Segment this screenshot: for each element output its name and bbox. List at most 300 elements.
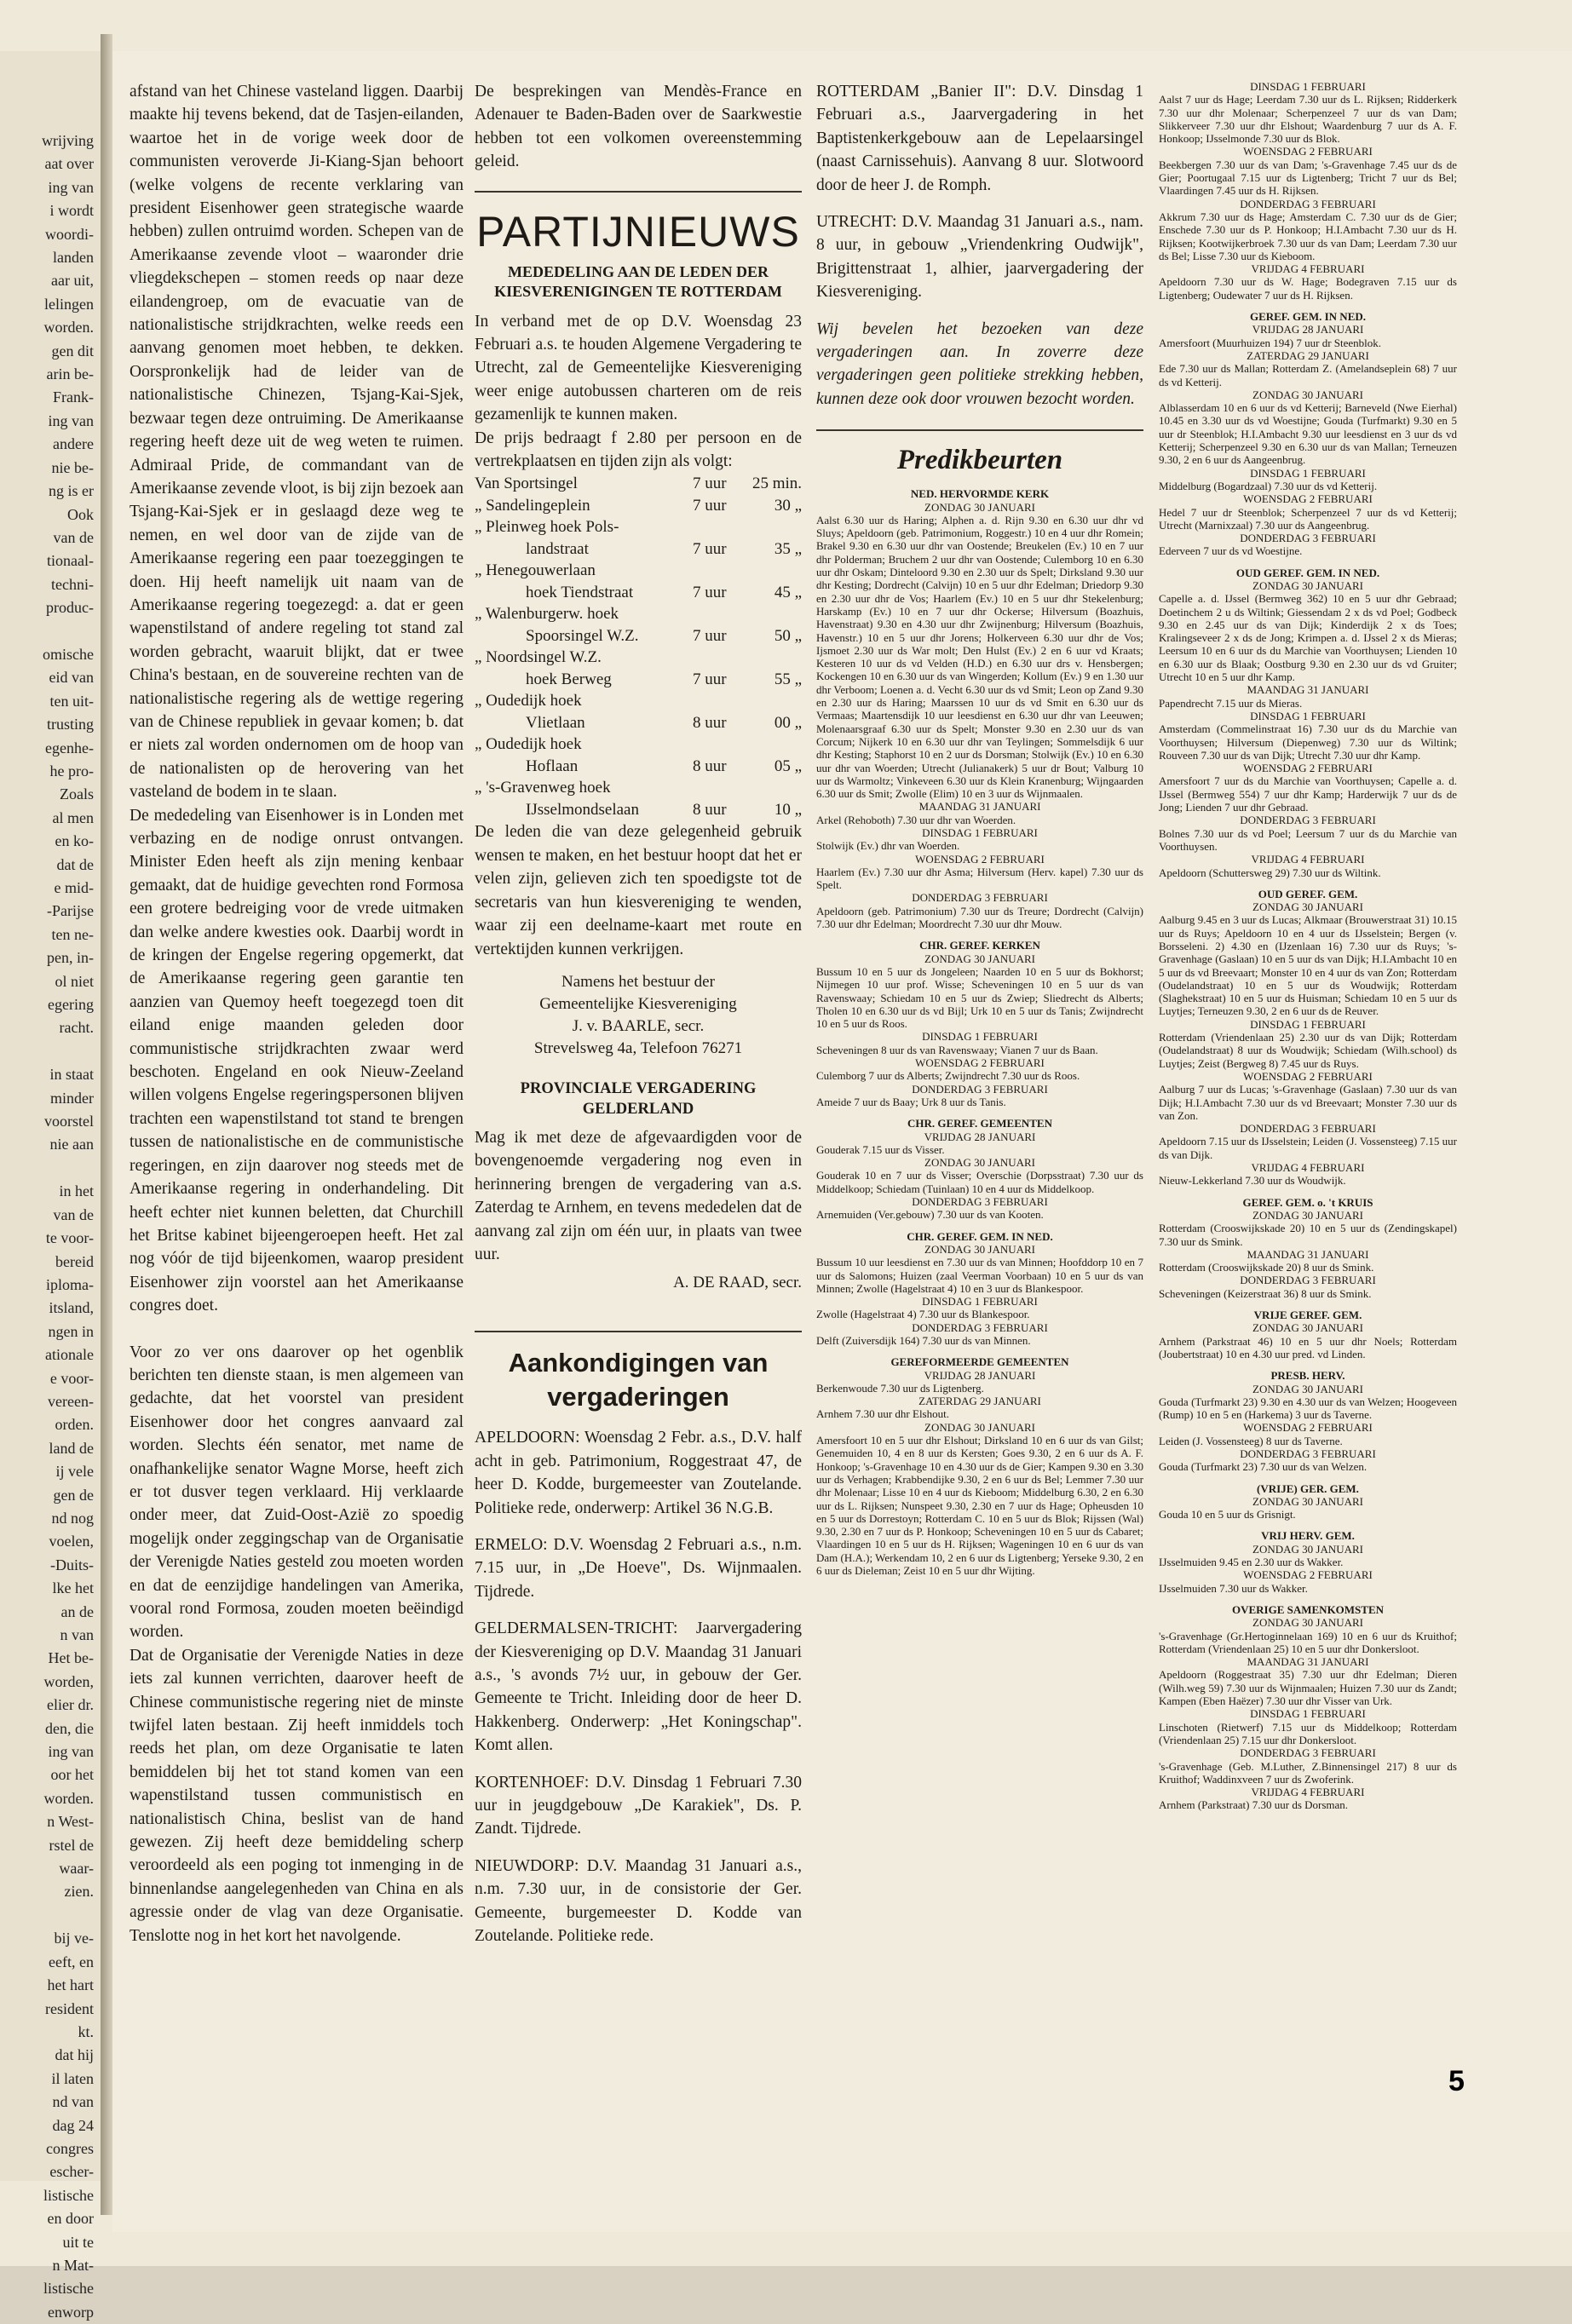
departure-place: „ Sandelingeplein: [475, 496, 590, 515]
service-entry: Delft (Zuiversdijk 164) 7.30 uur ds van Minnen.: [816, 1333, 1031, 1347]
day-heading: WOENSDAG 2 FEBRUARI: [1243, 1069, 1373, 1083]
service-listings: [816, 487, 1143, 1577]
service-entry: 's-Gravenhage (Geb. M.Luther, Z.Binnensingel 217) 8 uur ds Kruithof; Waddinxveen 7 uur ds Zwoferink.: [1159, 1759, 1457, 1786]
departure-minute: [732, 733, 802, 756]
service-entry: Zwolle (Hagelstraat 4) 7.30 uur ds Blankespoor.: [816, 1308, 1030, 1321]
service-entry: 's-Gravenhage (Gr.Hertoginnelaan 169) 10 en 6 uur ds Kruithof; Rotterdam (Vriendenlaan 25) 10 en 5 uur dhr Donkersloot.: [1159, 1629, 1457, 1655]
cut-off-word: n Mat-: [52, 2256, 94, 2274]
cut-off-word: he pro-: [49, 762, 94, 779]
signature-line: Gemeentelijke Kiesvereniging: [539, 994, 737, 1013]
day-heading: VRIJDAG 28 JANUARI: [1252, 323, 1364, 337]
page-number: 5: [1448, 2065, 1465, 2097]
church-heading: CHR. GEREF. GEMEENTEN: [907, 1117, 1052, 1130]
cut-off-word: van de: [53, 1205, 94, 1223]
departure-hour: [693, 690, 732, 712]
service-entry: Arnhem (Parkstraat) 7.30 uur ds Dorsman.: [1159, 1798, 1349, 1812]
cut-off-word: ationale: [45, 1346, 94, 1364]
cut-off-word: lke het: [52, 1579, 94, 1597]
cut-off-word: voorstel: [44, 1113, 94, 1130]
cut-off-word: het hart: [47, 1976, 94, 1994]
departure-minute: 30 „: [774, 496, 802, 515]
day-heading: DINSDAG 1 FEBRUARI: [1250, 1017, 1366, 1031]
cut-off-word: oor het: [50, 1766, 94, 1784]
service-entry: Middelburg (Bogardzaal) 7.30 uur ds vd Ketterij.: [1159, 479, 1378, 492]
day-heading: VRIJDAG 4 FEBRUARI: [1251, 853, 1365, 866]
departure-row: [475, 516, 802, 538]
cut-off-word: an de: [60, 1602, 94, 1620]
cut-off-word: woordi-: [45, 225, 94, 243]
cut-off-word: ten ne-: [51, 925, 94, 943]
departure-row: [475, 777, 802, 799]
departure-hour: [693, 560, 732, 582]
signature-block: [475, 971, 802, 1060]
service-entry: IJsselmuiden 7.30 uur ds Wakker.: [1159, 1581, 1308, 1595]
divider: [475, 191, 802, 193]
cut-off-column: [2, 129, 94, 2324]
church-heading: GEREF. GEM. IN NED.: [1249, 310, 1367, 324]
previous-page-edge: [0, 51, 103, 2321]
service-entry: Papendrecht 7.15 uur ds Mieras.: [1159, 696, 1303, 710]
bus-intro: In verband met de op D.V. Woensdag 23 Februari a.s. te houden Algemene Vergadering te Utrecht, zal de Gemeentelijke Kiesvereniging weer enige autobussen charteren om de reis gezamenlijk te kunnen maken.: [475, 312, 802, 424]
cut-off-word: listische: [43, 2280, 94, 2298]
day-heading: MAANDAG 31 JANUARI: [1247, 1247, 1369, 1261]
cut-off-word: nd nog: [51, 1509, 94, 1527]
departure-minute: [732, 560, 802, 582]
announcement-item: NIEUWDORP: D.V. Maandag 31 Januari a.s., n.m. 7.30 uur, in de consistorie der Ger. Gemeente, burgemeester D. Kodde van Zoutelande. Politieke rede.: [475, 1856, 802, 1946]
cut-off-word: egering: [48, 996, 94, 1014]
cut-off-word: Ook: [67, 505, 94, 523]
departure-row: [475, 799, 802, 821]
departure-minute: 05 „: [774, 756, 802, 775]
departure-row: [475, 495, 802, 517]
day-heading: DONDERDAG 3 FEBRUARI: [912, 1195, 1048, 1209]
predikbeurten-heading: Predikbeurten: [896, 445, 1063, 476]
service-entry: Scheveningen 8 uur ds van Ravenswaay; Vianen 7 uur ds Baan.: [816, 1043, 1098, 1056]
day-heading: VRIJDAG 4 FEBRUARI: [1251, 1786, 1365, 1799]
day-heading: DINSDAG 1 FEBRUARI: [1250, 80, 1366, 93]
cut-off-word: bereid: [55, 1252, 94, 1270]
service-entry: Aalburg 9.45 en 3 uur ds Lucas; Alkmaar (Brouwerstraat 31) 10.15 uur ds Ruys; Apeldoorn 10 en 4 uur ds IJsselstein; Bergen (v. Borsseleni. 2) 4.30 en (IJzenlaan 16) 7.30 uur ds Ruys; 's-Gravenhage (Gaslaan) 10 en 5 uur ds van Dijk; H.I.Ambacht 10 en 5 uur ds vd Breevaart; Monster 10 en 4 uur ds van Zon; Rotterdam (Oudelandstraat) 10 en 5 uur ds Woudwijk; Rotterdam (Slaghekstraat) 10 en 5 uur ds Huisman; Schiedam 10 en 5 uur ds Luytjes; Terneuzen 9.30, 2 en 6 uur ds de Reuver.: [1159, 913, 1457, 1018]
departure-minute: 50 „: [774, 626, 802, 645]
departure-row: [475, 625, 802, 647]
departure-minute: [732, 690, 802, 712]
departure-place: „ Noordsingel W.Z.: [475, 648, 602, 667]
day-heading: VRIJDAG 4 FEBRUARI: [1251, 262, 1365, 276]
signature-line: Strevelsweg 4a, Telefoon 76271: [533, 1038, 743, 1057]
article-body-2: De mededeling van Eisenhower is in Londen met verbazing en de nodige onrust ontvangen. Minister Eden heeft als zijn mening kenbaar gemaakt, dat de huidige gevechten rond Formosa een grotere bedreiging voor de vrede uitmaken dan welke andere kwesties ook. Daarbij wordt in de kringen der Engelse regering opgemerkt, dat de Amerikaanse regering geen garantie ten aanzien van Quemoy heeft toegezegd toen dit eiland enige maanden geleden door communistische strijdkrachten zwaar werd beschoten. Engeland en ook Nieuw-Zeeland willen volgens Engelse regeringspersonen blijven trachten een wapenstilstand tot stand te brengen tussen de nationalistische en de communistische regeringen, en zijn daarover nog steeds met de Amerikaanse regering in onderhandeling. Dit heeft echter niet kunnen beletten, dat Churchill het Britse kabinet bijeengeroepen heeft. Het zal nog vóór de tijd bijeenkomen, waarop president Eisenhower zijn voorstel aan het Amerikaanse congres doet.: [130, 806, 464, 1315]
cut-off-word: aar uit,: [51, 272, 94, 290]
cut-off-word: ing van: [48, 1743, 94, 1761]
service-entry: Bussum 10 uur leesdienst en 7.30 uur ds van Minnen; Hoofddorp 10 en 7 uur ds Salomons; Huizen (zaal Veerman Voorbaan) 10 en 5 uur ds van Minnen; Zwolle (Hagelstraat 4) 10 en 3 uur ds Blankespoor.: [816, 1256, 1143, 1295]
cut-off-word: omische: [43, 645, 94, 663]
service-entry: Amersfoort 10 en 5 uur dhr Elshout; Dirksland 10 en 6 uur ds van Gilst; Genemuiden 10, 4 en 8 uur ds Kersten; Goes 9.30, 2 en 6 uur ds A. F. Honkoop; 's-Gravenhage 10 en 4.30 uur ds de Gier; Kampen 9.30 en 3.30 uur ds Verhagen; Krabbendijke 9.30, 2 en 6 uur ds Bel; Lemmer 7.30 uur dhr Molenaar; Lisse 10 en 4 uur ds Kieboom; Middelburg 6.30, 2 en 6.30 uur ds L. Rijksen; Nunspeet 9.30, 2.30 en 7 uur ds Hage; Opheusden 10 en 5 uur ds Dorrestoyn; Rotterdam C. 10 en 5 uur ds Blok; Rijssen (Wal) 9.30, 2.30 en 7 uur ds P. Honkoop; Scheveningen 10 en 5 uur ds Cabaret; Vlaardingen 10 en 5 uur ds H. Rijksen; Wageningen 10 en 6 uur ds van Dam (H.A.); Werkendam 10, 2 en 6 uur ds Ligtenberg; Yerseke 9.30, 2 en 6 uur ds Dieleman; Zeist 10 en 5 uur dhr Wijting.: [816, 1434, 1143, 1578]
day-heading: DINSDAG 1 FEBRUARI: [1250, 466, 1366, 480]
cut-off-word: en ko-: [55, 832, 94, 850]
cut-off-word: elier dr.: [47, 1696, 94, 1714]
departure-place: „ Pleinweg hoek Pols-: [475, 518, 619, 537]
cut-off-word: aat over: [44, 155, 94, 173]
cut-off-word: voelen,: [49, 1533, 94, 1550]
cut-off-word: eid van: [49, 669, 94, 687]
departure-row: [475, 669, 802, 691]
day-heading: ZONDAG 30 JANUARI: [1252, 900, 1363, 914]
service-entry: Arnemuiden (Ver.gebouw) 7.30 uur ds van Kooten.: [816, 1208, 1044, 1222]
departure-place: „ Oudedijk hoek: [475, 692, 582, 710]
cut-off-word: pen, in-: [47, 949, 94, 967]
cut-off-word: [2, 1904, 94, 1927]
day-heading: ZONDAG 30 JANUARI: [1252, 388, 1363, 401]
cut-off-word: worden,: [43, 1672, 94, 1690]
service-entry: Leiden (J. Vossensteeg) 8 uur ds Taverne.: [1159, 1434, 1343, 1447]
cut-off-word: dat de: [56, 855, 94, 873]
service-entry: Hedel 7 uur dr Steenblok; Scherpenzeel 7 uur ds vd Ketterij; Utrecht (Marnixzaal) 7.30 uur ds Aangeenbrug.: [1159, 505, 1457, 532]
rotterdam-subheading: MEDEDELING AAN DE LEDEN DER KIESVERENIGINGEN TE ROTTERDAM: [494, 262, 782, 300]
day-heading: DINSDAG 1 FEBRUARI: [1250, 709, 1366, 722]
departure-hour: [693, 733, 732, 756]
cut-off-word: [2, 620, 94, 643]
service-listings: [1159, 80, 1457, 1812]
cut-off-word: waar-: [59, 1860, 94, 1878]
cut-off-word: wrijving: [42, 132, 94, 149]
service-entry: Rotterdam (Crooswijkskade 20) 10 en 5 uur ds (Zendingskapel) 7.30 uur ds Smink.: [1159, 1222, 1457, 1248]
service-entry: Apeldoorn 7.15 uur ds IJsselstein; Leiden (J. Vossensteeg) 7.15 uur ds van Dijk.: [1159, 1135, 1457, 1161]
cut-off-word: egenhe-: [45, 739, 94, 756]
provincial-signature: A. DE RAAD, secr.: [673, 1274, 802, 1292]
signature-line: J. v. BAARLE, secr.: [572, 1016, 705, 1035]
departure-place: hoek Berweg: [526, 670, 612, 688]
cut-off-word: enworp: [48, 2303, 94, 2321]
binding-gutter: [101, 34, 112, 2215]
departure-place: „ 's-Gravenweg hoek: [475, 779, 611, 797]
signature-line: Namens het bestuur der: [561, 972, 715, 991]
rotterdam-notice: ROTTERDAM „Banier II": D.V. Dinsdag 1 Februari a.s., Jaarvergadering in het Baptistenkerkgebouw aan de Lepelaarsingel (naast Carnissehuis). Aanvang 8 uur. Slotwoord door de heer J. de Romph.: [816, 83, 1143, 194]
cut-off-word: iploma-: [46, 1275, 94, 1293]
church-heading: OUD GEREF. GEM. IN NED.: [1235, 566, 1380, 579]
departure-table: [475, 473, 802, 820]
church-heading: VRIJE GEREF. GEM.: [1253, 1309, 1362, 1322]
departure-row: [475, 603, 802, 625]
day-heading: MAANDAG 31 JANUARI: [1247, 683, 1369, 697]
day-heading: ZONDAG 30 JANUARI: [1252, 1382, 1363, 1395]
day-heading: DONDERDAG 3 FEBRUARI: [1240, 814, 1376, 827]
cut-off-word: arin be-: [46, 365, 94, 383]
departure-hour: 8 uur: [693, 713, 727, 732]
day-heading: ZATERDAG 29 JANUARI: [918, 1395, 1041, 1408]
saar-note: De besprekingen van Mendès-France en Adenauer te Baden-Baden over de Saarkwestie hebben tot een volkomen overeenstemming geleid.: [475, 83, 802, 171]
departure-row: [475, 733, 802, 756]
column-4: [1159, 80, 1457, 1812]
cut-off-word: e voor-: [49, 1369, 94, 1387]
departure-place: IJsselmondselaan: [526, 800, 639, 819]
service-entry: Haarlem (Ev.) 7.30 uur dhr Asma; Hilversum (Herv. kapel) 7.30 uur ds Spelt.: [816, 865, 1143, 892]
departure-row: [475, 712, 802, 734]
cut-off-word: nie be-: [51, 458, 94, 476]
church-heading: VRIJ HERV. GEM.: [1261, 1529, 1355, 1543]
cut-off-word: zien.: [64, 1883, 94, 1901]
departure-row: [475, 473, 802, 495]
cut-off-word: itsland,: [49, 1299, 94, 1317]
service-entry: Beekbergen 7.30 uur ds van Dam; 's-Gravenhage 7.45 uur ds de Gier; Poortugaal 7.15 uur ds Ligtenberg; Tricht 7 uur ds Bel; Vlaardingen 7.45 uur ds H. Rijksen.: [1159, 158, 1457, 198]
church-heading: CHR. GEREF. GEM. IN NED.: [907, 1229, 1053, 1243]
departure-hour: [693, 647, 732, 669]
announcement-list: [475, 1426, 802, 1947]
cut-off-word: orden.: [55, 1416, 94, 1434]
day-heading: ZONDAG 30 JANUARI: [1252, 1494, 1363, 1508]
announcement-item: ERMELO: D.V. Woensdag 2 Februari a.s., n.m. 7.15 uur, in „De Hoeve", Ds. Wijnmaalen. Tijdrede.: [475, 1535, 802, 1601]
cut-off-word: uit te: [62, 2233, 94, 2251]
departure-hour: 8 uur: [693, 800, 727, 819]
departure-hour: 7 uur: [693, 539, 727, 558]
service-entry: Arnhem 7.30 uur dhr Elshout.: [816, 1407, 949, 1421]
service-entry: Ederveen 7 uur ds vd Woestijne.: [1159, 544, 1303, 558]
departure-hour: 7 uur: [693, 475, 727, 493]
cut-off-word: n West-: [47, 1813, 94, 1831]
cut-off-word: i wordt: [49, 202, 94, 220]
cut-off-word: ij vele: [55, 1463, 94, 1481]
bus-price: De prijs bedraagt f 2.80 per persoon en de vertrekplaatsen en tijden zijn als volgt:: [475, 429, 802, 471]
departure-place: „ Walenburgerw. hoek: [475, 605, 619, 624]
service-entry: Ameide 7 uur ds Baay; Urk 8 uur ds Tanis.: [816, 1095, 1006, 1108]
cut-off-word: worden.: [43, 1789, 94, 1807]
cut-off-word: ing van: [48, 178, 94, 196]
provincial-heading: PROVINCIALE VERGADERING GELDERLAND: [520, 1079, 757, 1118]
day-heading: DONDERDAG 3 FEBRUARI: [1240, 197, 1376, 210]
day-heading: ZONDAG 30 JANUARI: [924, 1156, 1035, 1170]
cut-off-word: te voor-: [45, 1229, 94, 1247]
cut-off-word: [2, 1157, 94, 1180]
departure-minute: 55 „: [774, 670, 802, 688]
service-entry: Amersfoort (Muurhuizen 194) 7 uur dr Steenblok.: [1159, 336, 1382, 349]
utrecht-notice: UTRECHT: D.V. Maandag 31 Januari a.s., nam. 8 uur, in gebouw „Vriendenkring Oudwijk", Brigittenstraat 1, alhier, jaarvergadering der Kiesvereniging.: [816, 213, 1143, 302]
article-body-3: Voor zo ver ons daarover op het ogenblik berichten ten dienste staan, is men algemeen van gedachte, dat het voorstel van president Eisenhower door het congres aanvaard zal worden. Slechts één senator, met name de onafhankelijke senator Wagne Morse, heeft zich er tot dusver tegen verklaard. Hij verklaarde onder meer, dat Zuid-Oost-Azië zo spoedig mogelijk onder zeggingschap van de Organisatie der Verenigde Naties gesteld zou moeten worden en dat de eenzijdige handelingen van Amerika, vooral rond Formosa, zouden moeten beëindigd worden.: [130, 1343, 464, 1642]
divider: [475, 1331, 802, 1332]
departure-hour: 7 uur: [693, 496, 727, 515]
church-heading: NED. HERVORMDE KERK: [910, 487, 1050, 501]
cut-off-word: ten uit-: [49, 692, 94, 710]
cut-off-word: congres: [46, 2139, 94, 2157]
cut-off-word: Het be-: [48, 1649, 94, 1667]
day-heading: ZONDAG 30 JANUARI: [924, 1242, 1035, 1256]
service-entry: Apeldoorn (Roggestraat 35) 7.30 uur dhr Edelman; Dieren (Wilh.weg 59) 7.30 uur ds Wijnmaalen; Huizen 7.30 uur ds Zandt; Kampen (Eben Haëzer) 7.30 uur dhr Visser van Urk.: [1159, 1668, 1457, 1708]
cut-off-word: ing van: [48, 411, 94, 429]
church-heading: OVERIGE SAMENKOMSTEN: [1231, 1602, 1385, 1616]
announcement-item: GELDERMALSEN-TRICHT: Jaarvergadering der Kiesvereniging op D.V. Maandag 31 Januari a.s., 's avonds 7½ uur, in gebouw der Ger. Gemeente te Tricht. Inleiding door de heer D. Hakkenberg. Onderwerp: „Het Koningschap". Komt allen.: [475, 1619, 802, 1755]
departure-hour: [693, 603, 732, 625]
bus-closing: De leden die van deze gelegenheid gebruik wensen te maken, en het bestuur hoopt dat het er velen zijn, gelieven zich ten spoedigste tot de secretaris van hun kiesvereniging te wenden, waar zij een deelname-kaart met route en vertektijden kunnen verkrijgen.: [475, 823, 802, 958]
departure-minute: 10 „: [774, 800, 802, 819]
church-heading: (VRIJE) GER. GEM.: [1257, 1481, 1359, 1495]
cut-off-word: vereen-: [48, 1392, 94, 1410]
day-heading: ZATERDAG 29 JANUARI: [1247, 348, 1369, 362]
service-entry: Aalst 7 uur ds Hage; Leerdam 7.30 uur ds L. Rijksen; Ridderkerk 7.30 uur dhr Molenaar; Scherpenzeel 7 uur ds van Dam; Slikkerveer 7.30 uur dhr Elshout; Waardenburg 7 uur ds A. F. Honkoop; IJsselmonde 7.30 uur ds Blok.: [1159, 93, 1457, 146]
day-heading: ZONDAG 30 JANUARI: [1252, 1616, 1363, 1630]
cut-off-word: Zoals: [60, 785, 94, 803]
cut-off-word: Frank-: [53, 388, 94, 406]
departure-row: [475, 538, 802, 561]
departure-minute: [732, 516, 802, 538]
announcements-heading: Aankondigingen van vergaderingen: [508, 1348, 769, 1412]
church-heading: PRESB. HERV.: [1270, 1369, 1345, 1383]
cut-off-word: nie aan: [49, 1136, 94, 1153]
service-entry: Arkel (Rehoboth) 7.30 uur dhr van Woerden.: [816, 813, 1016, 826]
departure-row: [475, 690, 802, 712]
service-entry: Culemborg 7 uur ds Alberts; Zwijndrecht 7.30 uur ds Roos.: [816, 1069, 1080, 1083]
service-entry: IJsselmuiden 9.45 en 2.30 uur ds Wakker.: [1159, 1556, 1344, 1569]
provincial-text: Mag ik met deze de afgevaardigden voor de bovengenoemde vergadering nog even in herinnering brengen de vergadering van a.s. Zaterdag te Arnhem, en tevens mededelen dat de aanvang zal zijn om één uur, in plaats van twee uur.: [475, 1128, 802, 1263]
service-entry: Berkenwoude 7.30 uur ds Ligtenberg.: [816, 1381, 984, 1395]
service-entry: Amersfoort 7 uur ds du Marchie van Voorthuysen; Capelle a. d. IJssel (Bermweg 554) 7 uur dhr Kamp; Harderwijk 7 uur ds de Jong; Lienden 7 uur dhr Gebraad.: [1159, 774, 1457, 814]
departure-minute: [732, 777, 802, 799]
service-entry: Alblasserdam 10 en 6 uur ds vd Ketterij; Barneveld (Nwe Eierhal) 10.45 en 3.30 uur ds vd Woestijne; Gouda (Turfmarkt) 9.30 en 5 uur dr Steenblok; H.I.Ambacht 9.30 uur leesdienst en 3 uur ds vd Ketterij; Scherpenzeel 9.30 en 6.30 uur ds van Mallan; Terneuzen 9.30, 2 en 6 uur ds Aangeenbrug.: [1159, 401, 1457, 467]
service-entry: Gouda (Turfmarkt 23) 9.30 en 4.30 uur ds van Welzen; Hoogeveen (Rump) 10 en 5 en (Harkema) 3 uur ds Taverne.: [1159, 1395, 1457, 1422]
cut-off-word: kt.: [78, 2022, 94, 2040]
day-heading: ZONDAG 30 JANUARI: [924, 500, 1035, 514]
cut-off-word: n van: [60, 1626, 94, 1643]
service-entry: Aalburg 7 uur ds Lucas; 's-Gravenhage (Gaslaan) 7.30 uur ds van Dijk; H.I.Ambacht 7.30 uur ds vd Breevaart; Monster 7.30 uur ds van Zon.: [1159, 1083, 1457, 1122]
church-heading: GEREFORMEERDE GEMEENTEN: [890, 1355, 1069, 1369]
cut-off-word: dag 24: [52, 2116, 94, 2134]
cut-off-word: e mid-: [54, 879, 94, 896]
service-entry: Nieuw-Lekkerland 7.30 uur ds Woudwijk.: [1159, 1174, 1346, 1188]
cut-off-word: [2, 1040, 94, 1063]
service-entry: Gouda 10 en 5 uur ds Grisnigt.: [1159, 1508, 1296, 1522]
day-heading: ZONDAG 30 JANUARI: [1252, 1208, 1363, 1222]
departure-place: „ Henegouwerlaan: [475, 561, 596, 580]
service-entry: Linschoten (Rietwerf) 7.15 uur ds Middelkoop; Rotterdam (Vriendenlaan 25) 7.15 uur dhr Donkersloot.: [1159, 1720, 1457, 1746]
departure-place: Hoflaan: [526, 756, 579, 775]
service-entry: Rotterdam (Crooswijkskade 20) 8 uur ds Smink.: [1159, 1261, 1374, 1274]
day-heading: ZONDAG 30 JANUARI: [924, 1420, 1035, 1434]
departure-minute: 00 „: [774, 713, 802, 732]
departure-row: [475, 647, 802, 669]
departure-hour: 8 uur: [693, 756, 727, 775]
announcement-item: APELDOORN: Woensdag 2 Febr. a.s., D.V. half acht in geb. Patrimonium, Roggestraat 47, de heer D. Kodde, burgemeester van Zoutelande. Politieke rede, onderwerp: Artikel 36 N.G.B.: [475, 1429, 802, 1517]
departure-place: Vlietlaan: [526, 713, 585, 732]
day-heading: DONDERDAG 3 FEBRUARI: [1240, 1122, 1376, 1136]
column-3: [816, 80, 1143, 1577]
cut-off-word: gen dit: [51, 342, 94, 360]
cut-off-word: nd van: [52, 2093, 94, 2111]
day-heading: WOENSDAG 2 FEBRUARI: [1243, 492, 1373, 506]
day-heading: DINSDAG 1 FEBRUARI: [922, 826, 1038, 839]
service-entry: Amsterdam (Commelinstraat 16) 7.30 uur ds du Marchie van Voorthuysen; Hilversum (Diepenweg) 7.30 uur ds Wiltink; Rouveen 7.30 uur ds van Dijk; Utrecht 7.30 uur dhr Kamp.: [1159, 722, 1457, 762]
cut-off-word: landen: [53, 249, 94, 267]
cut-off-word: van de: [53, 528, 94, 546]
day-heading: VRIJDAG 28 JANUARI: [924, 1368, 1036, 1382]
recommendation-note: Wij bevelen het bezoeken van deze vergaderingen aan. In zoverre deze vergaderingen geen politieke strekking hebben, kunnen deze ook door vrouwen bezocht worden.: [816, 319, 1143, 408]
service-entry: Scheveningen (Keizerstraat 36) 8 uur ds Smink.: [1159, 1286, 1372, 1300]
departure-hour: 7 uur: [693, 670, 727, 688]
divider: [816, 429, 1143, 431]
service-entry: Apeldoorn 7.30 uur ds W. Hage; Bodegraven 7.15 uur ds Ligtenberg; Oudewater 7 uur ds H. Rijksen.: [1159, 275, 1457, 302]
column-1: [130, 80, 464, 1947]
day-heading: VRIJDAG 4 FEBRUARI: [1251, 1161, 1365, 1175]
service-entry: Bussum 10 en 5 uur ds Jongeleen; Naarden 10 en 5 uur ds Bokhorst; Nijmegen 10 uur prof. Wisse; Scheveningen 10 en 5 uur ds van Ravenswaay; Schiedam 10 en 5 uur ds Zwiep; Sliedrecht ds Alberts; Tholen 10 en 6.30 uur ds vd Bijl; Urk 10 en 5 uur ds Tanis; Zwijndrecht 10 en 5 uur ds Roos.: [816, 964, 1143, 1031]
day-heading: ZONDAG 30 JANUARI: [1252, 1321, 1363, 1335]
departure-hour: 7 uur: [693, 626, 727, 645]
church-heading: GEREF. GEM. o. 't KRUIS: [1242, 1195, 1373, 1209]
day-heading: DONDERDAG 3 FEBRUARI: [1240, 1274, 1376, 1287]
service-entry: Rotterdam (Vriendenlaan 25) 2.30 uur ds van Dijk; Rotterdam (Oudelandstraat) 8 uur ds Woudwijk; Schiedam (Wilh.school) ds Luytjes; Zeist (Bergweg 8) 7.45 uur ds Ruys.: [1159, 1031, 1457, 1070]
departure-row: [475, 582, 802, 604]
departure-place: landstraat: [526, 539, 589, 558]
cut-off-word: techni-: [51, 575, 94, 593]
cut-off-word: dat hij: [55, 2046, 94, 2064]
cut-off-word: trusting: [46, 716, 94, 733]
day-heading: DINSDAG 1 FEBRUARI: [922, 1030, 1038, 1044]
article-body-1: afstand van het Chinese vasteland liggen. Daarbij maakte hij tevens bekend, dat de Tasjen-eilanden, waartoe het in de vorige week door de communisten veroverde Ji-Kiang-Sjan behoort (welke volgens de recente verklaring van president Eisenhower geen strategische waarde hebben) zullen ontruimd worden. Schepen van de Amerikaanse zevende vloot – waaronder drie vliegdekschepen – stomen reeds op naar deze eilandengroep, om de evacuatie van de nationalistische strijdkrachten, welke reeds een aanvang genomen moet hebben, te dekken. Oorspronkelijk had de leider van de nationalistische Chinezen, Tsjang-Kai-Sjek, bezwaar tegen deze ontruiming. De Amerikaanse regering heeft deze uit de weg weten te ruimen. Admiraal Pride, de commandant van de Amerikaanse zevende vloot, is bij zijn bezoek aan Tsjang-Kai-Sjek er in geslaagd deze weg te nemen, en wel door van de zijde van de Amerikaanse regering een paar toezeggingen te doen. Hij heeft namelijk uit naam van de Amerikaanse regering toegezegd: a. dat er geen wapenstilstand of andere regeling tot stand zal worden gebracht, waaruit blijkt, dat er twee China's bestaan, en de souvereine rechten van de nationalistische regering als de wettige regering van de Chinese republiek in gevaar komen; b. dat er niets zal worden ondernomen om de hoop van de nationalisten op de herovering van het vasteland de bodem in te slaan.: [130, 83, 464, 802]
day-heading: MAANDAG 31 JANUARI: [918, 800, 1041, 814]
day-heading: ZONDAG 30 JANUARI: [1252, 1542, 1363, 1556]
partijnieuws-heading: PARTIJNIEUWS: [476, 207, 800, 256]
cut-off-word: gen de: [53, 1486, 94, 1504]
cut-off-word: escher-: [49, 2163, 94, 2181]
cut-off-word: minder: [50, 1089, 94, 1107]
day-heading: WOENSDAG 2 FEBRUARI: [915, 1056, 1045, 1070]
day-heading: WOENSDAG 2 FEBRUARI: [1243, 145, 1373, 158]
departure-place: „ Oudedijk hoek: [475, 735, 582, 754]
cut-off-word: tionaal-: [47, 552, 94, 570]
day-heading: MAANDAG 31 JANUARI: [1247, 1655, 1369, 1669]
cut-off-word: in staat: [49, 1066, 94, 1084]
cut-off-word: bij ve-: [54, 1930, 94, 1947]
column-2: [475, 80, 802, 1961]
day-heading: DINSDAG 1 FEBRUARI: [922, 1295, 1038, 1309]
service-entry: Arnhem (Parkstraat 46) 10 en 5 uur dhr Noels; Rotterdam (Joubertstraat) 10 en 4.30 uur pred. vd Linden.: [1159, 1334, 1457, 1360]
service-entry: Stolwijk (Ev.) dhr van Woerden.: [816, 839, 960, 853]
departure-minute: 25 min.: [751, 475, 802, 493]
departure-minute: 35 „: [774, 539, 802, 558]
day-heading: VRIJDAG 28 JANUARI: [924, 1130, 1036, 1143]
announcement-item: KORTENHOEF: D.V. Dinsdag 1 Februari 7.30 uur in jeugdgebouw „De Karakiek", Ds. P. Zandt. Tijdrede.: [475, 1773, 802, 1838]
cut-off-word: resident: [45, 1999, 94, 2017]
day-heading: WOENSDAG 2 FEBRUARI: [1243, 1421, 1373, 1435]
service-entry: Bolnes 7.30 uur ds vd Poel; Leersum 7 uur ds du Marchie van Voorthuysen.: [1159, 826, 1457, 853]
departure-row: [475, 756, 802, 778]
cut-off-word: andere: [53, 435, 94, 453]
cut-off-word: rstel de: [49, 1836, 94, 1854]
cut-off-word: in het: [59, 1182, 94, 1200]
church-heading: OUD GEREF. GEM.: [1258, 887, 1358, 900]
cut-off-word: ol niet: [55, 972, 94, 990]
day-heading: DONDERDAG 3 FEBRUARI: [1240, 532, 1376, 545]
day-heading: DONDERDAG 3 FEBRUARI: [912, 1320, 1048, 1334]
day-heading: DONDERDAG 3 FEBRUARI: [1240, 1447, 1376, 1460]
day-heading: WOENSDAG 2 FEBRUARI: [1243, 1568, 1373, 1582]
day-heading: WOENSDAG 2 FEBRUARI: [915, 852, 1045, 866]
service-entry: Gouda (Turfmarkt 23) 7.30 uur ds van Welzen.: [1159, 1460, 1368, 1474]
cut-off-word: land de: [49, 1439, 94, 1457]
departure-place: Van Sportsingel: [475, 475, 578, 493]
day-heading: DINSDAG 1 FEBRUARI: [1250, 1707, 1366, 1721]
day-heading: DONDERDAG 3 FEBRUARI: [1240, 1746, 1376, 1760]
cut-off-word: racht.: [59, 1019, 94, 1037]
cut-off-word: -Parijse: [47, 902, 94, 920]
service-entry: Aalst 6.30 uur ds Haring; Alphen a. d. Rijn 9.30 en 6.30 uur dhr vd Sluys; Apeldoorn (geb. Patrimonium, Roggestr.) 10 en 4 uur dhr Romein; Brakel 9.30 en 6.30 uur dhr van Oostende; Breukelen (Ev.) 10 en 7 uur dhr Polderman; Bruchem 2 uur dhr van Oostende; Culemborg 10 en 6.30 uur dhr Oskam; Dinteloord 9.30 en 2.30 uur ds Spelt; Dirksland 9.30 uur dhr Kesting; Dordrecht (Calvijn) 10 en 5 uur dhr Edelman; Driedorp 9.30 en 2.30 uur dhr de Vos; Haarlem (Ev.) 10 en 5 uur dhr Stekelenburg; Harskamp (Ev.) 10 en 7 uur dhr Ockerse; Hilversum (Boazhuis, Havenstraat) 9.30 en 4.30 uur dhr Zwijnenburg; Hilversum (Boazhuis, Havenstr.) 10 en 5 uur dhr Jorens; Holkerveen 6.30 uur dhr de Vos; Ijsmoet 2.30 uur ds War molt; Den Hulst (Ev.) 2 en 6 uur vd Kraats; Kesteren 10 uur ds vd Velden (H.D.) en 6.30 uur drs v. Hensbergen; Kockengen 10 en 6.30 uur ds van Wingerden; Kollum (Ev.) 9 en 1.30 uur dhr Verboom; Loenen a. d. Vecht 6.30 uur ds vd Smit; Leon op Zand 9.30 en 2.30 uur ds Haring; Maarssen 10 uur ds vd Smit en 6.30 uur ds Vermaas; Maartensdijk 10 uur leesdienst en 6.30 uur dhr van Leeuwen; Molenaarsgraaf 6.30 uur ds Spelt; Monster 9.30 en 2.30 uur ds van Corcum; Nijkerk 10 en 6.30 uur dhr van Teylingen; Sommelsdijk 6 uur dhr Kesting; Staphorst 10 en 2 uur ds Dorsman; Stolwijk (Ev.) 10 en 6.30 uur dhr van Woerden; Utrecht (Julianakerk) 5 uur dr Bout; Valburg 10 uur ds Warmoltz; Vinkeveen 6.30 uur ds Klein Kranenburg; Wijngaarden 6.30 uur ds Smit; Zwolle (Elim) 10 en 3 uur ds Wijnmaalen.: [816, 513, 1143, 801]
departure-minute: [732, 647, 802, 669]
cut-off-word: produc-: [46, 599, 94, 617]
service-entry: Apeldoorn (Schuttersweg 29) 7.30 uur ds Wiltink.: [1159, 866, 1381, 879]
day-heading: WOENSDAG 2 FEBRUARI: [1243, 762, 1373, 775]
cut-off-word: al men: [52, 808, 94, 826]
article-body-4: Dat de Organisatie der Verenigde Naties in deze iets zal kunnen verrichten, daarover heeft de Chinese communistische regering niet de minste twijfel laten bestaan. Zij heeft inmiddels toch reeds het plan, om deze Organisatie te laten bemiddelen bij het tot stand komen van een wapenstilstand tussen communistisch en nationalistisch China, beslist van de hand gewezen. Zij heeft deze bemiddeling scherp veroordeeld als een poging tot inmenging in de binnenlandse aangelegenheden van China en als agressie onder de vlag van deze Organisatie. Tenslotte nog in het kort het navolgende.: [130, 1646, 464, 1945]
departure-place: Spoorsingel W.Z.: [526, 626, 639, 645]
departure-minute: [732, 603, 802, 625]
cut-off-word: ngen in: [48, 1322, 94, 1340]
cut-off-word: ng is er: [49, 482, 94, 500]
cut-off-word: il laten: [51, 2069, 94, 2087]
departure-hour: [693, 516, 732, 538]
